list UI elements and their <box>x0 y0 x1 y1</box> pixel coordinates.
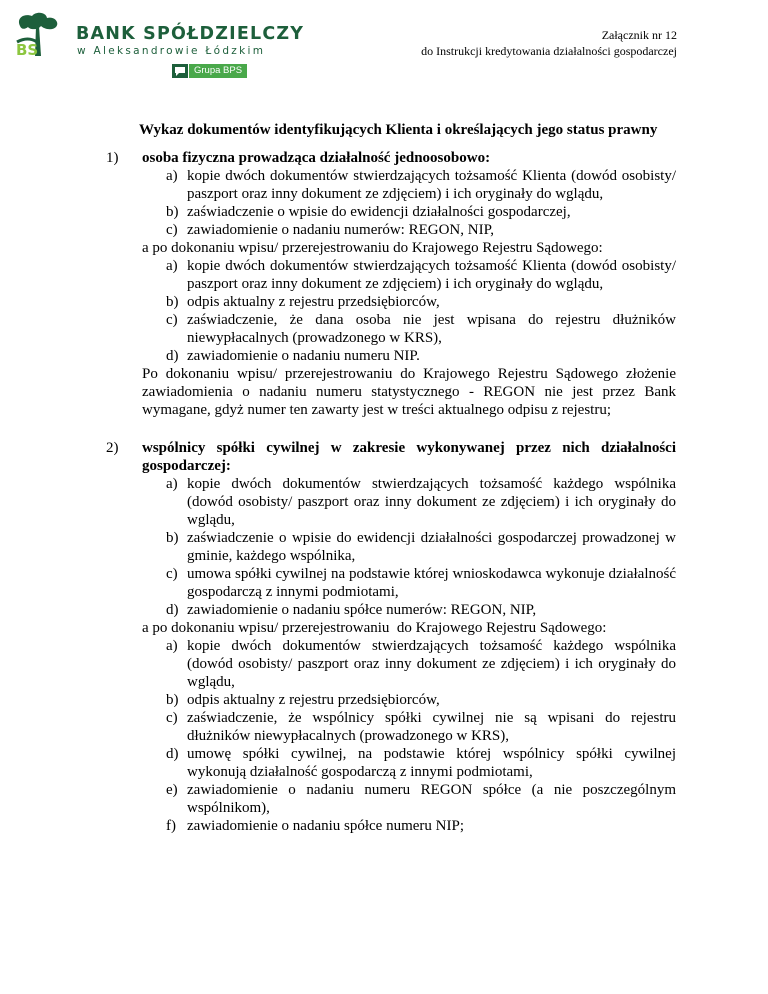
list-item <box>166 709 676 745</box>
attachment-number: Załącznik nr 12 <box>601 28 677 42</box>
item-letter: a) <box>166 476 178 492</box>
section-2 <box>106 439 676 835</box>
item-text: kopie dwóch dokumentów stwierdzających tożsamość Klienta (dowód osobisty/ paszport oraz inny dokument ze zdjęciem) i ich oryginały do wglądu, <box>187 168 676 202</box>
item-text: umowa spółki cywilnej na podstawie której wnioskodawca wykonuje działalność gospodarczą z innymi podmiotami, <box>187 566 676 600</box>
item-letter: c) <box>166 566 178 582</box>
item-text: zawiadomienie o nadaniu numerów: REGON, NIP, <box>187 222 495 238</box>
section-number: 2) <box>106 440 119 456</box>
item-text: kopie dwóch dokumentów stwierdzających tożsamość Klienta (dowód osobisty/ paszport oraz inny dokument ze zdjęciem) i ich oryginały do wglądu, <box>187 258 676 292</box>
speech-bubble-icon <box>172 64 188 78</box>
svg-text:BS: BS <box>16 41 39 58</box>
list-item <box>166 817 676 835</box>
list-item <box>166 637 676 691</box>
list-item <box>166 475 676 529</box>
list-item <box>166 311 676 347</box>
item-text: zaświadczenie o wpisie do ewidencji działalności gospodarczej prowadzonej w gminie, każdego wspólnika, <box>187 530 676 564</box>
item-text: kopie dwóch dokumentów stwierdzających tożsamość każdego wspólnika (dowód osobisty/ paszport oraz inny dokument ze zdjęciem) i ich oryginały do wglądu, <box>187 476 676 528</box>
list-item <box>166 529 676 565</box>
item-text: odpis aktualny z rejestru przedsiębiorców, <box>187 692 440 708</box>
list-item <box>166 601 676 619</box>
item-text: zawiadomienie o nadaniu spółce numeru NIP; <box>187 818 465 834</box>
krs-document-list <box>142 637 676 835</box>
section-1 <box>106 149 676 419</box>
list-item <box>166 167 676 203</box>
item-text: zawiadomienie o nadaniu numeru REGON spółce (a nie poszczególnym wspólnikom), <box>187 782 676 816</box>
item-letter: a) <box>166 638 178 654</box>
item-letter: c) <box>166 710 178 726</box>
item-letter: a) <box>166 168 178 184</box>
document-body <box>106 149 676 835</box>
list-item <box>166 691 676 709</box>
tree-icon <box>14 12 66 58</box>
bank-subtitle: w Aleksandrowie Łódzkim <box>77 45 266 57</box>
krs-intro: a po dokonaniu wpisu/ przerejestrowaniu do Krajowego Rejestru Sądowego: <box>142 620 607 636</box>
item-letter: c) <box>166 312 178 328</box>
item-text: zaświadczenie o wpisie do ewidencji działalności gospodarczej, <box>187 204 571 220</box>
item-text: zaświadczenie, że dana osoba nie jest wpisana do rejestru dłużników niewypłacalnych (prowadzonego w KRS), <box>187 312 676 346</box>
item-letter: f) <box>166 818 176 834</box>
item-text: umowę spółki cywilnej, na podstawie której wspólnicy spółki cywilnej wykonują działalność gospodarczą z innymi podmiotami, <box>187 746 676 780</box>
group-label: Grupa BPS <box>189 64 247 78</box>
item-letter: c) <box>166 222 178 238</box>
item-letter: b) <box>166 204 179 220</box>
list-item <box>166 745 676 781</box>
section-number: 1) <box>106 150 119 166</box>
krs-document-list <box>142 257 676 365</box>
item-letter: a) <box>166 258 178 274</box>
list-item <box>166 781 676 817</box>
section-heading: wspólnicy spółki cywilnej w zakresie wykonywanej przez nich działalności gospodarczej: <box>142 440 676 474</box>
document-list <box>142 475 676 619</box>
bank-name: BANK SPÓŁDZIELCZY <box>76 24 305 44</box>
list-item <box>166 565 676 601</box>
list-item <box>166 347 676 365</box>
item-letter: e) <box>166 782 178 798</box>
item-text: zawiadomienie o nadaniu numeru NIP. <box>187 348 420 364</box>
attachment-reference: do Instrukcji kredytowania działalności gospodarczej <box>421 44 677 58</box>
item-letter: b) <box>166 530 179 546</box>
item-letter: d) <box>166 602 179 618</box>
section-heading: osoba fizyczna prowadząca działalność jednoosobowo: <box>142 150 491 166</box>
document-title: Wykaz dokumentów identyfikujących Klienta i określających jego status prawny <box>139 122 658 138</box>
item-letter: b) <box>166 692 179 708</box>
item-text: odpis aktualny z rejestru przedsiębiorców, <box>187 294 440 310</box>
attachment-note <box>421 27 677 59</box>
document-list <box>142 167 676 239</box>
regon-note: Po dokonaniu wpisu/ przerejestrowaniu do Krajowego Rejestru Sądowego złożenie zawiadomienia o nadaniu numeru statystycznego - REGON nie jest przez Bank wymagane, gdyż numer ten zawarty jest w treści aktualnego odpisu z rejestru; <box>142 366 676 418</box>
list-item <box>166 221 676 239</box>
bank-logo <box>14 12 305 76</box>
item-letter: d) <box>166 348 179 364</box>
item-text: zaświadczenie, że wspólnicy spółki cywilnej nie są wpisani do rejestru dłużników niewypłacalnych (prowadzonego w KRS), <box>187 710 676 744</box>
list-item <box>166 257 676 293</box>
item-text: zawiadomienie o nadaniu spółce numerów: REGON, NIP, <box>187 602 537 618</box>
item-text: kopie dwóch dokumentów stwierdzających tożsamość każdego wspólnika (dowód osobisty/ paszport oraz inny dokument ze zdjęciem) i ich oryginały do wglądu, <box>187 638 676 690</box>
krs-intro: a po dokonaniu wpisu/ przerejestrowaniu do Krajowego Rejestru Sądowego: <box>142 240 603 256</box>
item-letter: b) <box>166 294 179 310</box>
item-letter: d) <box>166 746 179 762</box>
list-item <box>166 203 676 221</box>
list-item <box>166 293 676 311</box>
